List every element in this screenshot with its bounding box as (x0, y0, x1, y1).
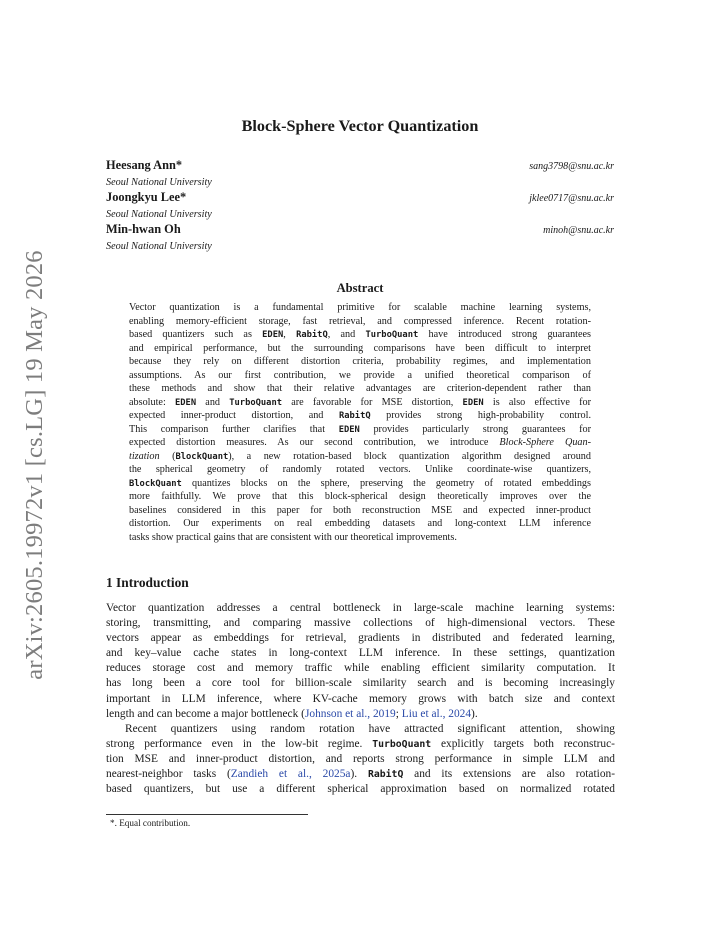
footnote-rule (106, 814, 308, 815)
text-segment: and key–value cache states in long-context LLM inference. In these settings, quantization (106, 647, 615, 660)
text-segment: provides strong high-probability control. (370, 410, 591, 421)
text-segment: these methods and show that their relative advantages are criterion-dependent rather than (129, 383, 591, 394)
text-segment: based quantizers such as (129, 329, 263, 340)
text-segment: This comparison further clarifies that (129, 423, 339, 435)
method-name: RabitQ (296, 330, 328, 340)
text-segment: length and can become a major bottleneck ( (106, 707, 305, 720)
author-email[interactable]: sang3798@snu.ac.kr (529, 161, 614, 172)
text-segment: important in LLM inference, where KV-cache memory grows with batch size and context (106, 692, 615, 705)
text-line (129, 531, 591, 545)
text-segment: storing, transmitting, and comparing massive collections of high-dimensional vectors. These (106, 617, 615, 630)
method-name: EDEN (174, 397, 197, 408)
text-line (129, 355, 591, 369)
text-segment: expected distortion measures. As our second contribution, we introduce (129, 437, 500, 448)
emphasized-text: Block-Sphere Quan- (499, 437, 591, 448)
method-name: EDEN (462, 397, 484, 408)
text-segment: are favorable for MSE distortion, (282, 396, 463, 408)
method-name: BlockQuant (129, 478, 182, 489)
method-name: BlockQuant (175, 451, 229, 462)
text-segment: ), a new rotation-based block quantization algorithm designed around (228, 450, 591, 462)
text-segment: absolute: (129, 396, 175, 408)
text-line (129, 436, 591, 450)
method-name: TurboQuant (372, 738, 432, 750)
text-segment: expected inner-product distortion, and (129, 410, 339, 421)
text-segment: , (283, 329, 297, 340)
abstract-body (129, 301, 591, 544)
text-segment: ; (395, 707, 402, 720)
text-segment: distortion. Our experiments on real embedding datasets and long-context LLM inference (129, 518, 591, 529)
text-segment: because they rely on different distortion criteria, probability regimes, and implementation (129, 356, 591, 367)
text-segment: quantizes blocks on the sphere, preserving the geometry of rotated embeddings (181, 477, 591, 489)
method-name: TurboQuant (365, 330, 419, 340)
arxiv-identifier-text: arXiv:2605.19972v1 [cs.LG] 19 May 2026 (21, 250, 48, 680)
text-line (106, 631, 615, 646)
text-line (106, 752, 615, 767)
author-name: Joongkyu Lee* (106, 190, 187, 204)
method-name: EDEN (262, 330, 284, 340)
text-line (106, 676, 615, 691)
author-email[interactable]: jklee0717@snu.ac.kr (529, 193, 614, 204)
author-email[interactable]: minoh@snu.ac.kr (543, 225, 614, 236)
text-line (106, 661, 615, 676)
method-name: RabitQ (338, 411, 371, 421)
text-line (106, 722, 615, 737)
text-line (106, 707, 615, 722)
citation-link[interactable]: Johnson et al., 2019 (304, 707, 396, 720)
text-segment: reduces storage cost and memory traffic while enabling efficient similarity computation. It (106, 662, 615, 675)
text-line (129, 409, 591, 423)
text-line (129, 301, 591, 315)
method-name: TurboQuant (229, 397, 283, 408)
section-heading-introduction: 1 Introduction (106, 575, 189, 590)
text-segment: provides particularly strong guarantees for (359, 423, 591, 435)
text-segment: and empirical performance, but the surrounding comparisons have been difficult to interpret (129, 342, 591, 354)
text-segment: based quantizers, but use a different spherical approximation based on normalized rotated (106, 783, 615, 796)
footnote: *. Equal contribution. (110, 818, 191, 828)
text-line (129, 423, 591, 437)
author-affiliation: Seoul National University (106, 177, 212, 188)
paper-title: Block-Sphere Vector Quantization (241, 117, 479, 135)
text-line (106, 767, 615, 782)
text-line (106, 616, 615, 631)
text-line (129, 463, 591, 477)
text-segment: more faithfully. We prove that this block-spherical design theoretically improves over the (129, 491, 591, 502)
text-segment: tasks show practical gains that are consistent with our theoretical improvements. (129, 531, 457, 543)
author-affiliation: Seoul National University (106, 241, 212, 252)
text-segment: tion MSE and inner-product distortion, and reports strong performance in simple LLM and (106, 752, 615, 765)
text-segment: baselines considered in this paper for both reconstruction MSE and expected inner-product (129, 504, 591, 516)
citation-link[interactable]: Liu et al., 2024 (401, 707, 472, 720)
text-segment: explicitly targets both reconstruc- (431, 737, 615, 750)
text-line (129, 450, 591, 464)
method-name: EDEN (338, 424, 360, 435)
text-line (106, 692, 615, 707)
text-segment: strong performance even in the low-bit regime. (106, 737, 373, 750)
introduction-body (106, 601, 615, 797)
text-segment: the spherical geometry of randomly rotated vectors. Unlike coordinate-wise quantizers, (129, 464, 591, 475)
text-segment: , and (327, 329, 366, 340)
text-line (129, 315, 591, 329)
text-line (129, 517, 591, 531)
text-segment: Vector quantization is a fundamental primitive for scalable machine learning systems, (129, 302, 591, 313)
text-line (129, 396, 591, 410)
abstract-heading: Abstract (336, 281, 384, 295)
text-line (106, 737, 615, 752)
text-segment: have introduced strong guarantees (418, 329, 591, 340)
text-segment: is also effective for (483, 396, 592, 408)
text-segment: ). (350, 768, 368, 781)
text-line (106, 646, 615, 661)
citation-link[interactable]: Zandieh et al., 2025a (230, 768, 351, 781)
text-line (129, 342, 591, 356)
text-segment: vectors appear as embeddings for retrieval, gradients in distributed and federated learning, (106, 632, 615, 645)
text-segment: assumptions. As our first contribution, we provide a unified theoretical comparison of (129, 369, 591, 381)
author-name: Min-hwan Oh (106, 222, 181, 236)
text-segment: and (196, 396, 230, 408)
method-name: RabitQ (367, 769, 404, 781)
author-affiliation: Seoul National University (106, 209, 212, 220)
emphasized-text: tization (129, 450, 160, 462)
text-line (129, 328, 591, 342)
text-segment: ( (159, 450, 176, 462)
text-line (129, 382, 591, 396)
text-line (106, 601, 615, 616)
text-segment: and its extensions are also rotation- (403, 768, 615, 781)
text-segment: Vector quantization addresses a central bottleneck in large-scale machine learning systems: (106, 602, 615, 614)
text-line (129, 490, 591, 504)
text-line (106, 782, 615, 797)
text-line (129, 369, 591, 383)
text-segment: has long been a core tool for billion-scale similarity search and is becoming increasingly (106, 677, 615, 690)
text-segment: ). (471, 707, 478, 720)
text-line (129, 477, 591, 491)
text-segment: enabling memory-efficient storage, fast retrieval, and compressed inference. Recent rotation- (129, 315, 591, 327)
text-line (129, 504, 591, 518)
author-name: Heesang Ann* (106, 158, 183, 172)
text-segment: Recent quantizers using random rotation have attracted significant attention, showing (125, 722, 615, 735)
text-segment: nearest-neighbor tasks ( (106, 768, 231, 781)
